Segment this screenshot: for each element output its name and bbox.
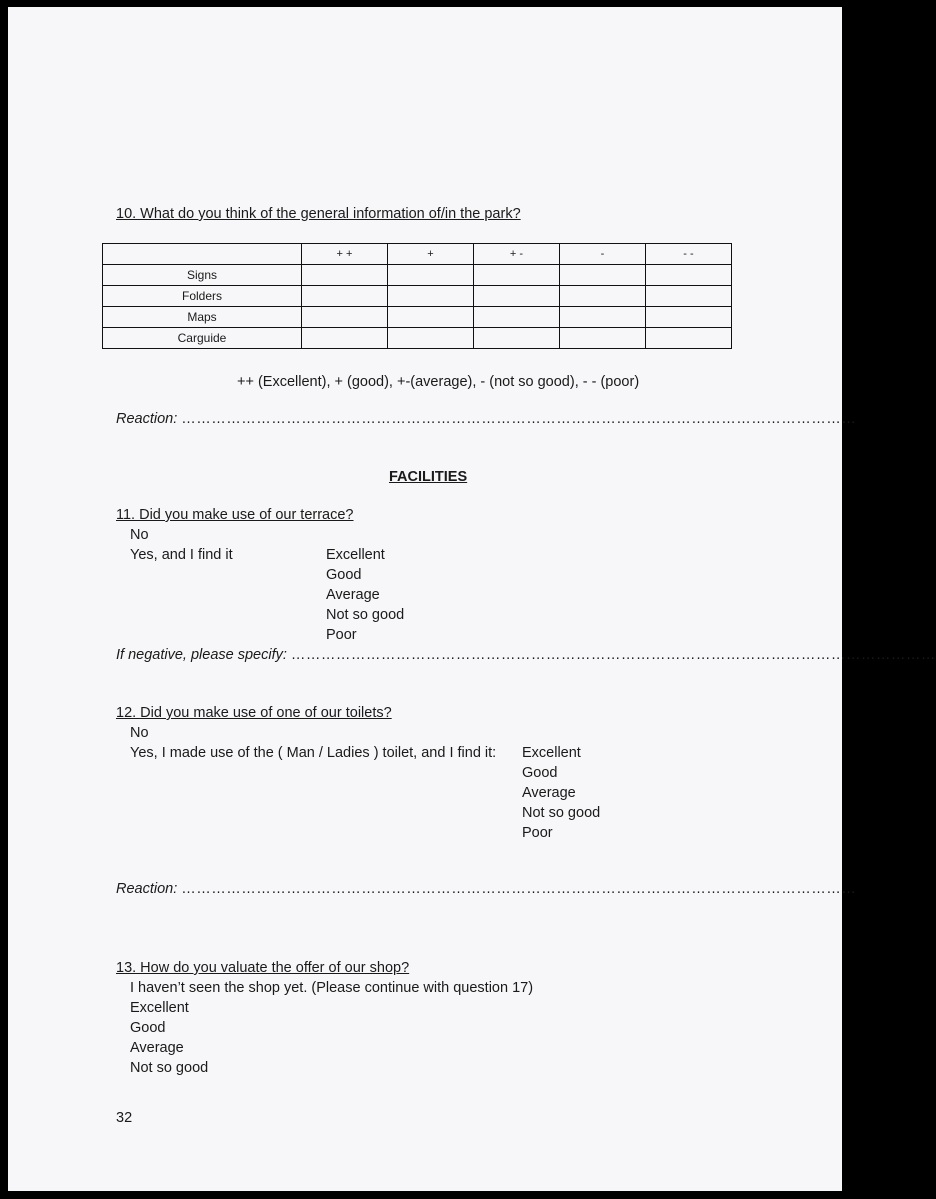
rating-cell[interactable] <box>388 307 474 328</box>
q12-rating-option[interactable]: Average <box>522 785 576 801</box>
q12-reaction-line <box>116 881 857 897</box>
rating-cell[interactable] <box>388 286 474 307</box>
reaction-blank[interactable]: ……………………………………………………………………………………………………………………… <box>181 881 857 897</box>
rating-cell[interactable] <box>560 286 646 307</box>
rating-cell[interactable] <box>388 265 474 286</box>
rating-cell[interactable] <box>560 307 646 328</box>
rating-cell[interactable] <box>560 328 646 349</box>
q12-rating-option[interactable]: Excellent <box>522 745 581 761</box>
table-corner-cell <box>103 244 302 265</box>
rating-cell[interactable] <box>646 286 732 307</box>
q13-option[interactable]: Excellent <box>130 1000 189 1016</box>
row-label: Maps <box>103 307 302 328</box>
rating-cell[interactable] <box>302 286 388 307</box>
rating-cell[interactable] <box>388 328 474 349</box>
q13-option[interactable]: Average <box>130 1040 184 1056</box>
q11-rating-option[interactable]: Average <box>326 587 380 603</box>
q13-option[interactable]: Not so good <box>130 1060 209 1076</box>
rating-cell[interactable] <box>646 307 732 328</box>
reaction-label: Reaction: <box>116 881 178 897</box>
page-number: 32 <box>116 1110 133 1126</box>
rating-cell[interactable] <box>646 265 732 286</box>
q11-rating-option[interactable]: Excellent <box>326 547 385 563</box>
q10-rating-table <box>102 243 732 349</box>
reaction-blank[interactable]: ……………………………………………………………………………………………………………………… <box>181 411 857 427</box>
rating-cell[interactable] <box>302 307 388 328</box>
row-label: Carguide <box>103 328 302 349</box>
q11-rating-option[interactable]: Not so good <box>326 607 405 623</box>
rating-cell[interactable] <box>474 328 560 349</box>
specify-blank[interactable]: ………………………………………………………………………………………………………………… <box>290 647 936 663</box>
q13-option[interactable]: Good <box>130 1020 166 1036</box>
row-label: Folders <box>103 286 302 307</box>
q12-rating-option[interactable]: Poor <box>522 825 553 841</box>
specify-label: If negative, please specify: <box>116 647 287 663</box>
q12-question: 12. Did you make use of one of our toilets? <box>116 705 392 721</box>
questionnaire-page <box>8 7 936 1191</box>
rating-cell[interactable] <box>474 286 560 307</box>
q12-rating-option[interactable]: Good <box>522 765 558 781</box>
rating-cell[interactable] <box>560 265 646 286</box>
q13-option[interactable]: I haven’t seen the shop yet. (Please continue with question 17) <box>130 980 534 996</box>
rating-cell[interactable] <box>646 328 732 349</box>
q11-option-no[interactable]: No <box>130 527 149 543</box>
row-label: Signs <box>103 265 302 286</box>
q11-question: 11. Did you make use of our terrace? <box>116 507 354 523</box>
reaction-label: Reaction: <box>116 411 178 427</box>
column-header: - <box>560 244 646 265</box>
rating-cell[interactable] <box>302 328 388 349</box>
q12-rating-option[interactable]: Not so good <box>522 805 601 821</box>
q12-option-yes[interactable]: Yes, I made use of the ( Man / Ladies ) toilet, and I find it: <box>130 745 497 761</box>
column-header: + - <box>474 244 560 265</box>
q10-reaction-line <box>116 411 857 427</box>
table-row <box>103 307 732 328</box>
q11-rating-option[interactable]: Poor <box>326 627 357 643</box>
q11-rating-option[interactable]: Good <box>326 567 362 583</box>
q10-question: 10. What do you think of the general information of/in the park? <box>116 206 521 222</box>
q11-option-yes[interactable]: Yes, and I find it <box>130 547 233 563</box>
rating-cell[interactable] <box>474 307 560 328</box>
table-header-row <box>103 244 732 265</box>
q10-legend: ++ (Excellent), + (good), +-(average), - (not so good), - - (poor) <box>237 374 640 390</box>
q12-option-no[interactable]: No <box>130 725 149 741</box>
table-row <box>103 286 732 307</box>
column-header: + + <box>302 244 388 265</box>
table-row <box>103 265 732 286</box>
section-heading-facilities: FACILITIES <box>389 469 468 485</box>
column-header: - - <box>646 244 732 265</box>
q11-specify-line <box>116 647 936 663</box>
rating-cell[interactable] <box>474 265 560 286</box>
table-row <box>103 328 732 349</box>
column-header: + <box>388 244 474 265</box>
q13-question: 13. How do you valuate the offer of our shop? <box>116 960 410 976</box>
rating-cell[interactable] <box>302 265 388 286</box>
